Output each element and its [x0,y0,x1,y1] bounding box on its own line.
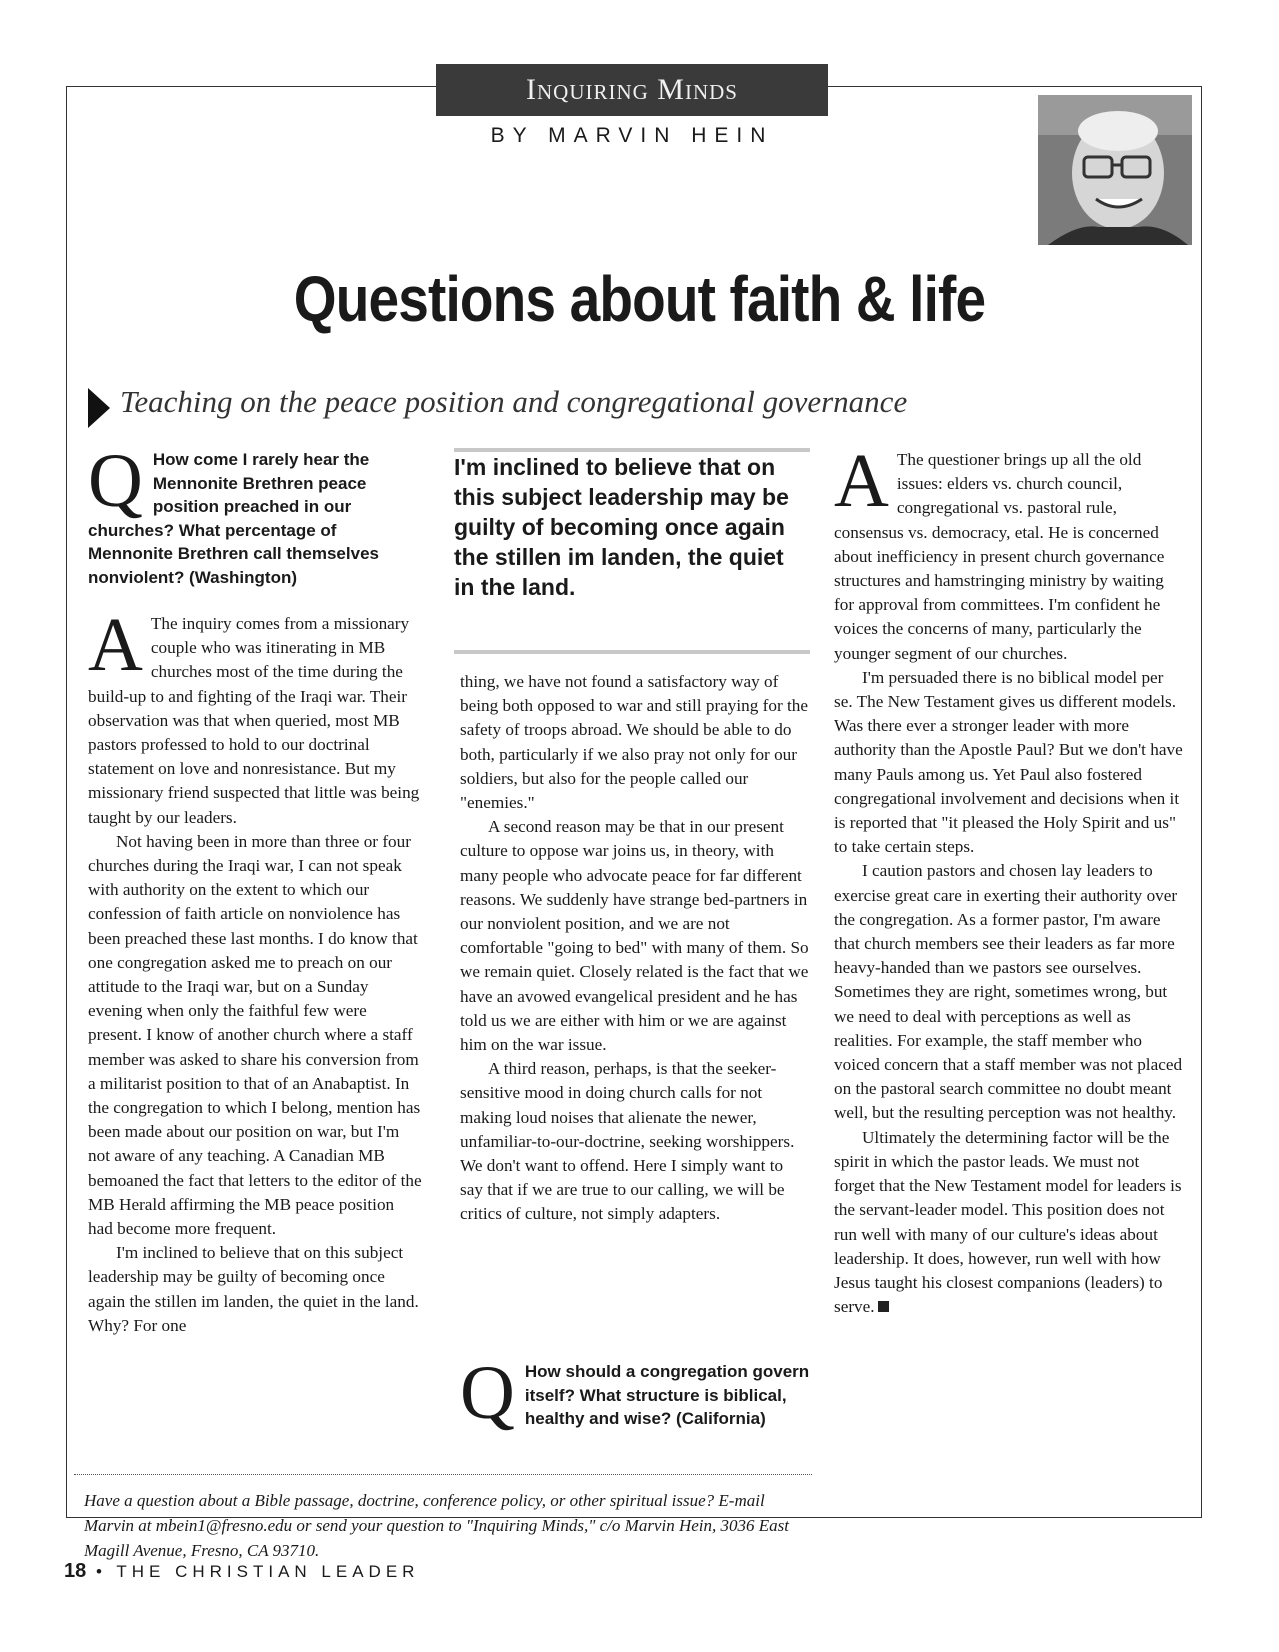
answer-2-paragraph: I'm persuaded there is no biblical model per se. The New Testament gives us different models. Was there ever a stronger leader with more authority than the Apostle Paul? But we don't have many Pauls among us. Yet Paul also fostered congregational involvement and decisions when it is reported that "it pleased the Holy Spirit and us" to take certain steps. [834,667,1183,857]
headline: Questions about faith & life [293,263,986,335]
end-mark-icon [878,1301,889,1312]
drop-letter-q: Q [88,439,143,523]
question-2 [460,1351,814,1435]
folio-separator: • [95,1562,107,1581]
deck: Teaching on the peace position and congregational governance [120,384,908,419]
answer-1 [88,603,422,1338]
column-2-text [460,670,810,1227]
note-divider [74,1474,812,1475]
answer-1-paragraph: Not having been in more than three or four churches during the Iraqi war, I can not speak with authority on the extent to which our confession of faith article on nonviolence has been preached these last months. I do know that one congregation asked me to preach on our attitude to the Iraqi war, but on a Sunday evening when only the faithful few were present. I know of another church where a staff member was asked to share his conversion from a militarist position to that of an Anabaptist. In the congregation to which I belong, mention has been made about our position on war, but I'm not aware of any teaching. A Canadian MB bemoaned the fact that letters to the editor of the MB Herald affirming the MB peace position had become more frequent. [88,831,422,1239]
question-1-text: How come I rarely hear the Mennonite Brethren peace position preached in our churches? What percentage of Mennonite Brethren call themselves nonviolent? (Washington) [88,450,379,587]
pullquote-rule-bottom [454,650,810,654]
pullquote: I'm inclined to believe that on this subject leadership may be guilty of becoming once again the stillen im landen, the quiet in the land. [454,454,789,600]
author-photo [1038,95,1192,245]
column-2-paragraph: A second reason may be that in our present culture to oppose war joins us, in theory, with many people who advocate peace for far different reasons. We suddenly have strange bed-partners in our nonviolent position, and we are not comfortable "going to bed" with many of them. So we remain quiet. Closely related is the fact that we have an avowed evangelical president and he has told us we are either with him or we are against him on the war issue. [460,817,809,1055]
deck-arrow-icon [88,388,110,428]
answer-2-paragraph: A The questioner brings up all the old issues: elders vs. church council, congregational vs. pastoral rule, consensus vs. democracy, etal. He is concerned about inefficiency in present church governance structures and hamstringing ministry by waiting for approval from committees. I'm confident he voices the concerns of many, particularly the younger segment of our churches. [834,439,1165,663]
publication-name: THE CHRISTIAN LEADER [116,1562,420,1581]
drop-letter-q: Q [460,1351,515,1435]
byline: BY MARVIN HEIN [490,124,774,147]
answer-2 [834,439,1184,1319]
drop-letter-a: A [834,439,889,523]
answer-1-paragraph: A The inquiry comes from a missionary couple who was itinerating in MB churches most of the time during the build-up to and fighting of the Iraqi war. Their observation was that when queried, most MB pastors professed to hold to our doctrinal statement on love and nonresistance. But my missionary friend suspected that little was being taught by our leaders. [88,603,420,827]
submission-note: Have a question about a Bible passage, doctrine, conference policy, or other spiritual issue? E-mail Marvin at mbein1@fresno.edu or send your question to "Inquiring Minds," c/o Marvin Hein, 3036 East Magill Avenue, Fresno, CA 93710. [84,1491,789,1560]
column-kicker: Inquiring Minds [436,64,828,116]
column-2-paragraph: thing, we have not found a satisfactory way of being both opposed to war and still praying for the safety of troops abroad. We should be able to do both, particularly if we also pray not only for our soldiers, but also for the people called our "enemies." [460,672,808,813]
page-number: 18 [64,1560,87,1582]
question-1 [88,439,418,589]
answer-2-paragraph: Ultimately the determining factor will be the spirit in which the pastor leads. We must not forget that the New Testament model for leaders is the servant-leader model. This position does not run well with many of our culture's ideas about leadership. It does, however, run well with how Jesus taught his closest companions (leaders) to serve. [834,1127,1182,1317]
folio [64,1560,419,1583]
answer-2-paragraph: I caution pastors and chosen lay leaders to exercise great care in exerting their authority over the congregation. As a former pastor, I'm aware that church members see their leaders as far more heavy-handed than we pastors see ourselves. Sometimes they are right, sometimes wrong, but we need to deal with perceptions as well as realities. For example, the staff member who voiced concern that a staff member was not placed on the pastoral search committee no doubt meant well, but the resulting perception was not healthy. [834,861,1183,1123]
answer-1-paragraph: I'm inclined to believe that on this subject leadership may be guilty of becoming once again the stillen im landen, the quiet in the land. Why? For one [88,1243,419,1335]
drop-letter-a: A [88,603,143,687]
question-2-text: How should a congregation govern itself? What structure is biblical, healthy and wise? (California) [524,1362,810,1428]
column-2-paragraph: A third reason, perhaps, is that the seeker-sensitive mood in doing church calls for not making loud noises that alienate the newer, unfamiliar-to-our-doctrine, seeking worshippers. We don't want to offend. Here I simply want to say that if we are true to our calling, we will be critics of culture, not simply adapters. [460,1059,795,1224]
